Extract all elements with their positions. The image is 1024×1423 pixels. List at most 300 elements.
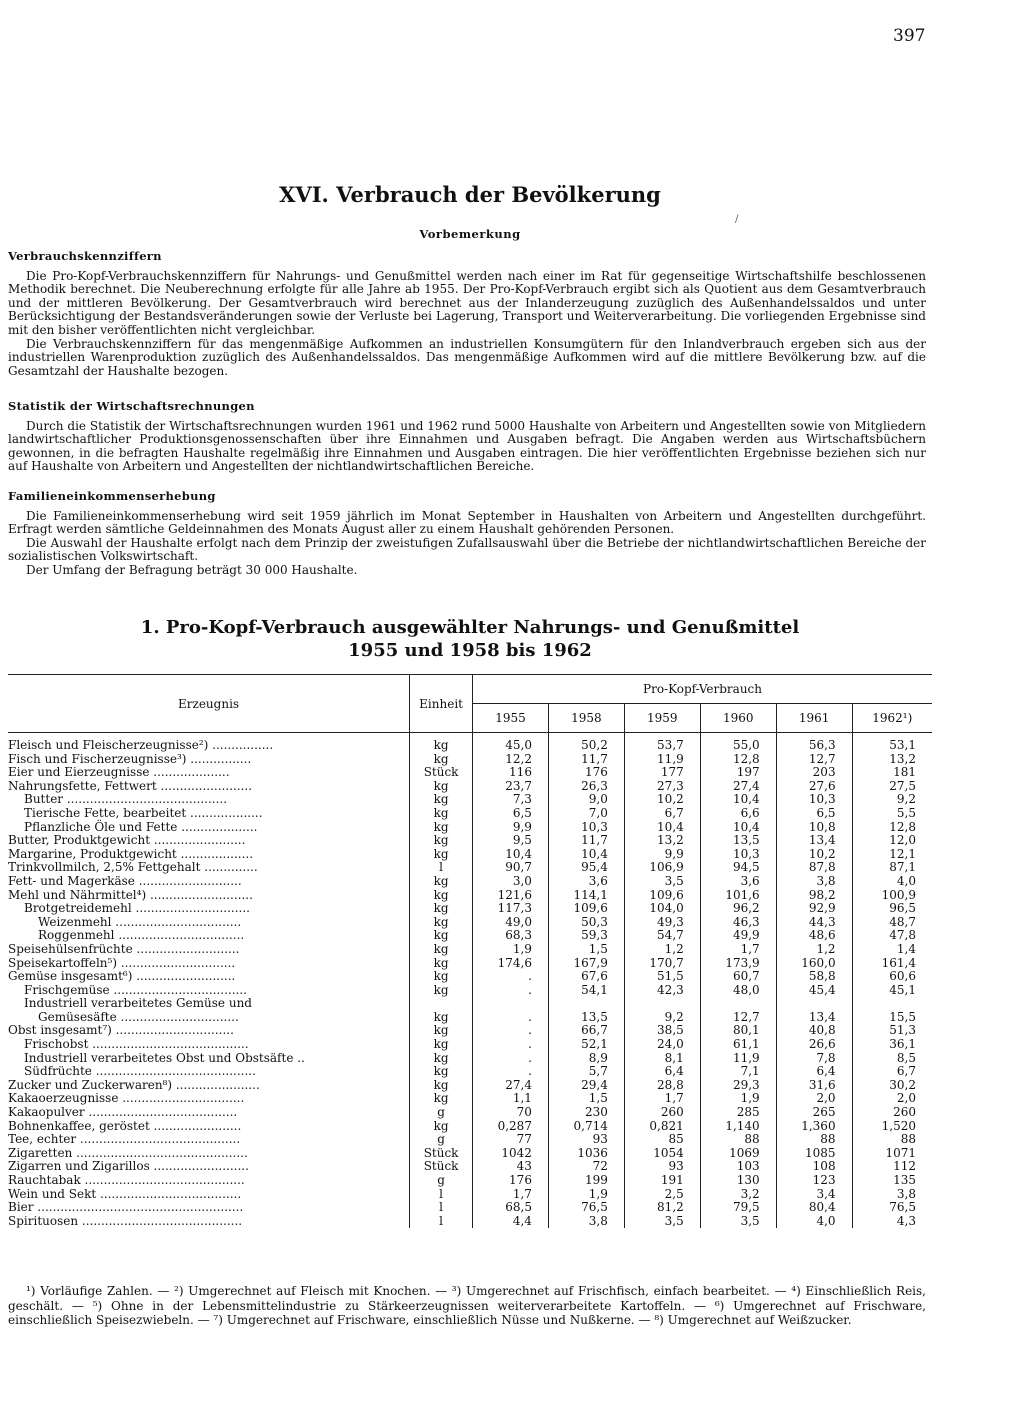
value-cell: 12,8 [700,753,776,767]
value-cell: 2,0 [852,1092,932,1106]
value-cell: 3,6 [548,875,624,889]
table-row [8,997,932,1011]
value-cell: 80,4 [776,1201,852,1215]
value-cell: 3,5 [624,1215,700,1229]
value-cell: 176 [473,1174,549,1188]
product-name: Obst insgesamt⁷) ............................... [8,1023,234,1038]
value-cell: 170,7 [624,957,700,971]
value-cell: 72 [548,1160,624,1174]
unit-cell: kg [410,929,473,943]
unit-cell: Stück [410,1160,473,1174]
unit-cell: kg [410,821,473,835]
value-cell: 13,4 [776,1011,852,1025]
value-cell: 260 [852,1106,932,1120]
product-name: Eier und Eierzeugnisse .................... [8,765,230,780]
value-cell [700,997,776,1011]
value-cell: 59,3 [548,929,624,943]
table-row [8,766,932,780]
value-cell: 7,1 [700,1065,776,1079]
value-cell: 11,7 [548,834,624,848]
value-cell: 26,3 [548,780,624,794]
value-cell: 28,8 [624,1079,700,1093]
value-cell: 60,7 [700,970,776,984]
value-cell: 24,0 [624,1038,700,1052]
value-cell: 29,4 [548,1079,624,1093]
table-row [8,1120,932,1134]
value-cell: 12,1 [852,848,932,862]
value-cell: 46,3 [700,916,776,930]
value-cell: 11,9 [624,753,700,767]
value-cell: 26,6 [776,1038,852,1052]
header-year: 1961 [776,704,852,733]
value-cell: 45,0 [473,733,549,753]
value-cell: 45,4 [776,984,852,998]
value-cell: 174,6 [473,957,549,971]
value-cell: 0,714 [548,1120,624,1134]
table-row [8,1052,932,1066]
product-name: Fleisch und Fleischerzeugnisse²) ................ [8,738,274,752]
table-row [8,1106,932,1120]
product-name: Mehl und Nährmittel⁴) ........................... [8,887,253,902]
subtitle: Vorbemerkung [419,227,521,241]
section-heading: Familieneinkommenserhebung [8,489,216,503]
value-cell: 10,4 [624,821,700,835]
table-title-line2: 1955 und 1958 bis 1962 [348,640,592,661]
table-row [8,821,932,835]
table-row [8,834,932,848]
unit-cell: kg [410,943,473,957]
value-cell: 27,6 [776,780,852,794]
value-cell: 10,2 [624,793,700,807]
value-cell: 101,6 [700,889,776,903]
value-cell: 3,6 [700,875,776,889]
value-cell: 67,6 [548,970,624,984]
value-cell: 10,3 [548,821,624,835]
unit-cell: kg [410,1052,473,1066]
table-row [8,902,932,916]
value-cell: 4,4 [473,1215,549,1229]
value-cell: 130 [700,1174,776,1188]
table-row [8,780,932,794]
value-cell: 94,5 [700,861,776,875]
value-cell: 1036 [548,1147,624,1161]
product-name: Frischgemüse ................................... [24,982,247,997]
value-cell: 42,3 [624,984,700,998]
footnote-text: ¹) Vorläufige Zahlen. — ²) Umgerechnet auf Fleisch mit Knochen. — ³) Umgerechnet auf Frischfisch, einfach bearbeitet. — ⁴) Einschließlich Reis, geschält. — ⁵) Ohne in der Lebensmittelindustrie zu Stärkeerzeugnissen weiterverarbeitete Kartoffeln. — ⁶) Umgerechnet auf Frischware, einschließlich Speisezwiebeln. — ⁷) Umgerechnet auf Frischware, einschließlich Nüsse und Nußkerne. — ⁸) Umgerechnet auf Weißzucker. [8,1284,926,1327]
value-cell: 81,2 [624,1201,700,1215]
table-row [8,984,932,998]
table-title-line1: 1. Pro-Kopf-Verbrauch ausgewählter Nahrungs- und Genußmittel [140,617,800,638]
value-cell: 29,3 [700,1079,776,1093]
value-cell: 6,4 [624,1065,700,1079]
value-cell: 27,3 [624,780,700,794]
value-cell: 5,7 [548,1065,624,1079]
value-cell: 230 [548,1106,624,1120]
value-cell: 7,0 [548,807,624,821]
value-cell: 1,1 [473,1092,549,1106]
value-cell: 4,3 [852,1215,932,1229]
scan-mark: / [735,214,739,225]
unit-cell: kg [410,780,473,794]
value-cell: 61,1 [700,1038,776,1052]
unit-cell: l [410,861,473,875]
value-cell: 93 [548,1133,624,1147]
value-cell: 1054 [624,1147,700,1161]
value-cell: 48,6 [776,929,852,943]
value-cell: 10,4 [700,821,776,835]
product-name: Margarine, Produktgewicht ................... [8,846,254,861]
value-cell: 76,5 [852,1201,932,1215]
header-year: 1955 [473,704,549,733]
header-year: 1962¹) [852,704,932,733]
value-cell: 3,8 [852,1188,932,1202]
table-row [8,889,932,903]
product-name: Zigarren und Zigarillos ......................... [8,1159,249,1174]
value-cell: 9,9 [473,821,549,835]
unit-cell: kg [410,957,473,971]
unit-cell: kg [410,902,473,916]
table-row [8,793,932,807]
consumption-table [8,674,932,1228]
value-cell: 10,4 [700,793,776,807]
section-verbrauchskennziffern [8,250,926,378]
value-cell: 56,3 [776,733,852,753]
unit-cell: l [410,1188,473,1202]
value-cell: 12,7 [776,753,852,767]
table-row [8,1038,932,1052]
value-cell: 7,8 [776,1052,852,1066]
value-cell: 15,5 [852,1011,932,1025]
value-cell: 9,5 [473,834,549,848]
value-cell: 13,5 [700,834,776,848]
unit-cell: Stück [410,766,473,780]
value-cell: 23,7 [473,780,549,794]
value-cell: 47,8 [852,929,932,943]
value-cell: 1,5 [548,943,624,957]
value-cell: 3,8 [776,875,852,889]
value-cell: 60,6 [852,970,932,984]
value-cell: 10,2 [776,848,852,862]
value-cell: 3,8 [548,1215,624,1229]
value-cell: 135 [852,1174,932,1188]
value-cell: 53,7 [624,733,700,753]
table-row [8,807,932,821]
product-name: Speisehülsenfrüchte ........................... [8,941,240,956]
value-cell: 103 [700,1160,776,1174]
unit-cell: kg [410,1092,473,1106]
value-cell: 38,5 [624,1024,700,1038]
value-cell: 88 [776,1133,852,1147]
value-cell: 2,5 [624,1188,700,1202]
header-per-capita: Pro-Kopf-Verbrauch [473,675,932,704]
value-cell: 27,5 [852,780,932,794]
product-name: Tierische Fette, bearbeitet ................... [24,805,263,820]
value-cell: 3,5 [700,1215,776,1229]
value-cell: 6,6 [700,807,776,821]
value-cell: 9,0 [548,793,624,807]
value-cell: 1042 [473,1147,549,1161]
value-cell: 3,5 [624,875,700,889]
unit-cell: kg [410,793,473,807]
value-cell: 2,0 [776,1092,852,1106]
paragraph: Durch die Statistik der Wirtschaftsrechnungen wurden 1961 und 1962 rund 5000 Haushalte von Arbeitern und Angestellten sowie von Mitgliedern landwirtschaftlicher Produktionsgenossenschaften über ihre Einnahmen und Ausgaben befragt. Die Angaben werden aus Wirtschaftsbüchern gewonnen, in die befragten Haushalte regelmäßig ihre Einnahmen und Ausgaben eintragen. Die hier veröffentlichten Ergebnisse beziehen sich nur auf Haushalte von Arbeitern und Angestellten der nichtlandwirtschaftlichen Bereiche. [8,418,926,474]
value-cell: 203 [776,766,852,780]
value-cell: 3,2 [700,1188,776,1202]
value-cell: 55,0 [700,733,776,753]
header-year: 1958 [548,704,624,733]
header-product: Erzeugnis [8,675,410,733]
product-name: Bohnenkaffee, geröstet ....................... [8,1118,242,1133]
page-number: 397 [893,26,926,46]
value-cell: 50,2 [548,733,624,753]
paragraph: Die Verbrauchskennziffern für das mengenmäßige Aufkommen an industriellen Konsumgütern für den Inlandverbrauch ergeben sich aus der industriellen Warenproduktion zuzüglich des Außenhandelssaldos. Das mengenmäßige Aufkommen wird auf die mittlere Bevölkerung bzw. auf die Gesamtzahl der Haushalte bezogen. [8,336,926,378]
value-cell: 52,1 [548,1038,624,1052]
value-cell: 4,0 [852,875,932,889]
unit-cell: kg [410,753,473,767]
value-cell: 9,2 [624,1011,700,1025]
value-cell: 96,5 [852,902,932,916]
unit-cell: kg [410,916,473,930]
value-cell: 53,1 [852,733,932,753]
unit-cell: kg [410,807,473,821]
product-name: Gemüse insgesamt⁶) .......................... [8,969,236,984]
table-row [8,1188,932,1202]
value-cell: 80,1 [700,1024,776,1038]
value-cell: 8,1 [624,1052,700,1066]
product-name: Pflanzliche Öle und Fette .................... [24,819,258,834]
unit-cell: kg [410,834,473,848]
value-cell: 181 [852,766,932,780]
table-row [8,929,932,943]
unit-cell: kg [410,1120,473,1134]
value-cell: 191 [624,1174,700,1188]
product-name: Trinkvollmilch, 2,5% Fettgehalt .............. [8,860,258,875]
table-row [8,1215,932,1229]
value-cell: 6,4 [776,1065,852,1079]
value-cell: 92,9 [776,902,852,916]
value-cell: 160,0 [776,957,852,971]
value-cell: 3,4 [776,1188,852,1202]
value-cell: 177 [624,766,700,780]
value-cell: 1,4 [852,943,932,957]
value-cell: . [473,1038,549,1052]
value-cell: 121,6 [473,889,549,903]
product-name: Roggenmehl ................................. [38,928,245,943]
table-row [8,957,932,971]
value-cell: 1,9 [473,943,549,957]
value-cell: 79,5 [700,1201,776,1215]
value-cell: 10,3 [700,848,776,862]
value-cell: 13,5 [548,1011,624,1025]
value-cell: 1,520 [852,1120,932,1134]
value-cell: 8,5 [852,1052,932,1066]
unit-cell: kg [410,970,473,984]
value-cell: 6,5 [473,807,549,821]
value-cell: 96,2 [700,902,776,916]
footnotes [8,1284,926,1328]
unit-cell: Stück [410,1147,473,1161]
table-row [8,943,932,957]
value-cell: 265 [776,1106,852,1120]
product-name: Rauchtabak .......................................... [8,1173,245,1187]
table-row [8,1201,932,1215]
value-cell: 49,3 [624,916,700,930]
value-cell: 12,0 [852,834,932,848]
unit-cell: l [410,1201,473,1215]
value-cell: 45,1 [852,984,932,998]
value-cell: 9,9 [624,848,700,862]
product-name: Tee, echter .......................................... [8,1132,241,1147]
value-cell: 176 [548,766,624,780]
value-cell: 12,2 [473,753,549,767]
product-name: Industriell verarbeitetes Gemüse und [24,996,252,1011]
value-cell: 1085 [776,1147,852,1161]
value-cell: 1,7 [473,1188,549,1202]
unit-cell: kg [410,875,473,889]
value-cell: 173,9 [700,957,776,971]
unit-cell: kg [410,733,473,753]
table-row [8,1133,932,1147]
value-cell: 1,9 [548,1188,624,1202]
table-row [8,1092,932,1106]
value-cell: 109,6 [624,889,700,903]
value-cell: 31,6 [776,1079,852,1093]
value-cell: 100,9 [852,889,932,903]
value-cell: 10,8 [776,821,852,835]
value-cell: 13,2 [852,753,932,767]
value-cell: . [473,1011,549,1025]
product-name: Gemüsesäfte ............................... [38,1009,239,1024]
unit-cell: l [410,1215,473,1229]
value-cell: 98,2 [776,889,852,903]
value-cell [548,997,624,1011]
table-row [8,875,932,889]
value-cell: 6,7 [624,807,700,821]
value-cell: 49,0 [473,916,549,930]
value-cell [852,997,932,1011]
section-heading: Verbrauchskennziffern [8,249,162,263]
value-cell: 54,1 [548,984,624,998]
value-cell: 10,3 [776,793,852,807]
value-cell: 6,5 [776,807,852,821]
unit-cell: kg [410,1079,473,1093]
value-cell: 48,7 [852,916,932,930]
value-cell: 51,3 [852,1024,932,1038]
value-cell: 117,3 [473,902,549,916]
unit-cell [410,997,473,1011]
paragraph: Die Pro-Kopf-Verbrauchskennziffern für Nahrungs- und Genußmittel werden nach einer im Rat für gegenseitige Wirtschaftshilfe beschlossenen Methodik berechnet. Die Neuberechnung erfolgte für alle Jahre ab 1955. Der Pro-Kopf-Verbrauch ergibt sich als Quotient aus dem Gesamtverbrauch und der mittleren Bevölkerung. Der Gesamtverbrauch wird berechnet aus der Inlanderzeugung zuzüglich des Außenhandelssaldos und unter Berücksichtigung der Bestandsveränderungen sowie der Verluste bei Lagerung, Transport und Weiterverarbeitung. Die vorliegenden Ergebnisse sind mit den bisher veröffentlichten nicht vergleichbar. [8,268,926,337]
value-cell: 43 [473,1160,549,1174]
value-cell: 167,9 [548,957,624,971]
value-cell: 0,821 [624,1120,700,1134]
value-cell: 197 [700,766,776,780]
unit-cell: kg [410,1065,473,1079]
unit-cell: kg [410,1011,473,1025]
product-name: Kakaoerzeugnisse ................................ [8,1091,245,1106]
paragraph: Der Umfang der Befragung beträgt 30 000 Haushalte. [26,562,358,577]
value-cell: 116 [473,766,549,780]
paragraph: Die Auswahl der Haushalte erfolgt nach dem Prinzip der zweistufigen Zufallsauswahl über die Betriebe der nichtlandwirtschaftlichen Bereiche der sozialistischen Volkswirtschaft. [8,535,926,564]
table-row [8,1174,932,1188]
value-cell: 51,5 [624,970,700,984]
value-cell: 58,8 [776,970,852,984]
value-cell: 109,6 [548,902,624,916]
unit-cell: kg [410,1038,473,1052]
table-row [8,1079,932,1093]
value-cell: 5,5 [852,807,932,821]
value-cell: 68,5 [473,1201,549,1215]
value-cell: . [473,970,549,984]
unit-cell: g [410,1133,473,1147]
value-cell [473,997,549,1011]
table-row [8,861,932,875]
value-cell: 90,7 [473,861,549,875]
table-row [8,1011,932,1025]
table-row [8,1147,932,1161]
value-cell: 66,7 [548,1024,624,1038]
section-familieneinkommen [8,490,926,578]
value-cell: 6,7 [852,1065,932,1079]
value-cell: 3,0 [473,875,549,889]
value-cell: 13,2 [624,834,700,848]
value-cell: 50,3 [548,916,624,930]
table-row [8,848,932,862]
value-cell: 44,3 [776,916,852,930]
table-row [8,1024,932,1038]
table-row [8,970,932,984]
value-cell: 54,7 [624,929,700,943]
section-heading: Statistik der Wirtschaftsrechnungen [8,399,255,413]
product-name: Butter .......................................... [24,792,228,807]
value-cell: 104,0 [624,902,700,916]
table-row [8,753,932,767]
value-cell [776,997,852,1011]
value-cell: 112 [852,1160,932,1174]
product-name: Zigaretten ............................................. [8,1145,248,1160]
value-cell: 114,1 [548,889,624,903]
table-row [8,916,932,930]
value-cell: 76,5 [548,1201,624,1215]
product-name: Nahrungsfette, Fettwert ........................ [8,778,253,793]
header-unit: Einheit [410,675,473,733]
product-name: Industriell verarbeitetes Obst und Obstsäfte .. [24,1050,305,1065]
value-cell: 1,9 [700,1092,776,1106]
value-cell: 1,7 [624,1092,700,1106]
value-cell: 1,7 [700,943,776,957]
table-title [0,616,940,662]
product-name: Fett- und Magerkäse ........................... [8,873,242,888]
value-cell: 95,4 [548,861,624,875]
unit-cell: g [410,1174,473,1188]
product-name: Brotgetreidemehl .............................. [24,901,250,916]
value-cell: 70 [473,1106,549,1120]
value-cell: 93 [624,1160,700,1174]
product-name: Wein und Sekt ..................................... [8,1186,242,1201]
value-cell: 1,360 [776,1120,852,1134]
product-name: Butter, Produktgewicht ........................ [8,833,246,848]
value-cell: 87,1 [852,861,932,875]
value-cell: 108 [776,1160,852,1174]
table-row [8,733,932,753]
table-row [8,1065,932,1079]
unit-cell: kg [410,984,473,998]
value-cell: 8,9 [548,1052,624,1066]
product-name: Zucker und Zuckerwaren⁸) ...................... [8,1077,260,1092]
value-cell: 68,3 [473,929,549,943]
value-cell: 1071 [852,1147,932,1161]
value-cell [624,997,700,1011]
value-cell: . [473,1024,549,1038]
